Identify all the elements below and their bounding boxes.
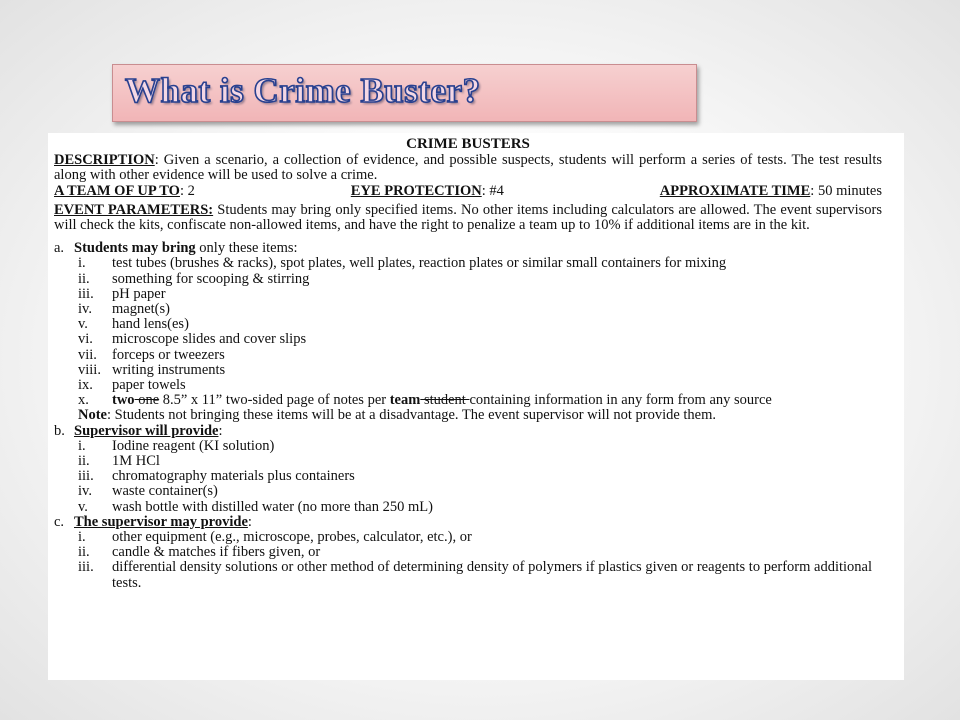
section-a-list: [54, 256, 882, 423]
list-item: viii. writing instruments: [78, 361, 226, 378]
section-c-list: [54, 530, 882, 591]
event-parameters-label: EVENT PARAMETERS:: [54, 201, 214, 218]
list-item: vii. forceps or tweezers: [78, 346, 225, 363]
section-b-list: [54, 439, 882, 515]
section-a-heading: a. Students may bring only these items:: [54, 240, 298, 257]
description-paragraph: [54, 153, 882, 183]
list-item: v. wash bottle with distilled water (no more than 250 mL): [78, 498, 433, 515]
list-item: ii. 1M HCl: [78, 453, 160, 470]
section-c-heading: c. The supervisor may provide:: [54, 513, 252, 530]
list-item: iv. waste container(s): [78, 483, 218, 500]
event-parameters-paragraph: [54, 203, 882, 233]
time-value: : 50 minutes: [810, 182, 882, 199]
eye-protection-value: : #4: [481, 182, 504, 199]
list-item: iv. magnet(s): [78, 301, 170, 318]
description-text: : Given a scenario, a collection of evidence, and possible suspects, students will perform a series of tests. The test results along with other evidence will be used to solve a crime.: [54, 152, 882, 184]
list-item: ii. candle & matches if fibers given, or: [78, 544, 321, 561]
slide-title: What is Crime Buster?: [125, 71, 481, 110]
list-item: i. test tubes (brushes & racks), spot plates, well plates, reaction plates or similar small containers for mixing: [78, 255, 727, 272]
list-item: ii. something for scooping & stirring: [78, 270, 310, 287]
list-item: vi. microscope slides and cover slips: [78, 331, 307, 348]
rules-document: [48, 133, 904, 680]
time-label: APPROXIMATE TIME: [659, 182, 811, 199]
list-item: iii. pH paper: [78, 285, 166, 302]
event-info-row: [54, 184, 882, 199]
note-paragraph: Note: Students not bringing these items will be at a disadvantage. The event supervisor will not provide them.: [78, 407, 717, 424]
event-parameters-text: Students may bring only specified items. No other items including calculators are allowed. The event supervisors will check the kits, confiscate non-allowed items, and have the right to penalize a team up to 10% if additional items are in the kit.: [54, 201, 882, 234]
list-item: i. other equipment (e.g., microscope, probes, calculator, etc.), or: [78, 529, 472, 546]
slide-title-box: [112, 64, 697, 122]
list-item: iii. differential density solutions or other method of determining density of polymers if plastics given or reagents to perform additional tests.: [78, 559, 873, 591]
document-title: CRIME BUSTERS: [406, 136, 530, 152]
team-value: : 2: [179, 182, 195, 199]
section-b-heading: b. Supervisor will provide:: [54, 422, 223, 439]
eye-protection-label: EYE PROTECTION: [350, 182, 482, 199]
list-item: i. Iodine reagent (KI solution): [78, 437, 275, 454]
list-item: v. hand lens(es): [78, 316, 189, 333]
team-label: A TEAM OF UP TO: [54, 182, 180, 199]
list-item: iii. chromatography materials plus containers: [78, 468, 355, 485]
list-item: ix. paper towels: [78, 377, 186, 394]
description-label: DESCRIPTION: [54, 152, 155, 169]
list-item-notes-page: x. two one 8.5” x 11” two-sided page of notes per team student containing information in any form from any source: [78, 392, 772, 409]
